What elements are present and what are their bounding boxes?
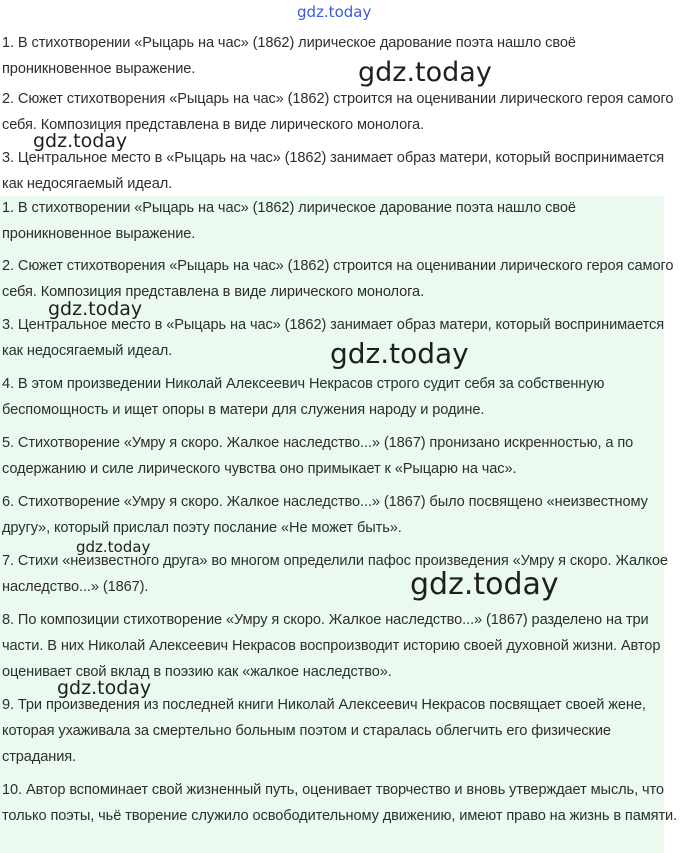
highlighted-paragraph-4: 4. В этом произведении Николай Алексеевич Некрасов строго судит себя за собственную беспомощность и ищет опоры в матери для служения народу и родине. xyxy=(2,376,605,418)
highlighted-paragraph-1: 1. В стихотворении «Рыцарь на час» (1862) лирическое дарование поэта нашло своё проникновенное выражение. xyxy=(2,200,576,242)
highlighted-paragraph-8: 8. По композиции стихотворение «Умру я скоро. Жалкое наследство...» (1867) разделено на три части. В них Николай Алексеевич Некрасов воспроизводит историю своей духовной жизни. Автор оценивает свой вклад в поэзию как «жалкое наследство». xyxy=(2,612,661,680)
paragraph-2: 2. Сюжет стихотворения «Рыцарь на час» (1862) строится на оценивании лирического героя самого себя. Композиция представлена в виде лирического монолога. xyxy=(2,91,674,133)
watermark: gdz.today xyxy=(76,538,151,556)
highlighted-paragraph-2: 2. Сюжет стихотворения «Рыцарь на час» (1862) строится на оценивании лирического героя самого себя. Композиция представлена в виде лирического монолога. xyxy=(2,258,674,300)
watermark: gdz.today xyxy=(358,57,492,88)
watermark-top: gdz.today xyxy=(297,3,372,21)
watermark: gdz.today xyxy=(410,567,559,602)
highlighted-paragraph-9: 9. Три произведения из последней книги Николай Алексеевич Некрасов посвящает своей жене, которая ухаживала за смертельно больным поэтом и старалась облегчить его физические страдания. xyxy=(2,697,646,765)
highlighted-paragraph-10: 10. Автор вспоминает свой жизненный путь, оценивает творчество и вновь утверждает мысль, что только поэты, чьё творение служило освободительному движению, имеют право на жизнь в памяти. xyxy=(2,782,678,824)
watermark: gdz.today xyxy=(33,130,128,152)
watermark: gdz.today xyxy=(330,337,469,370)
paragraph-1: 1. В стихотворении «Рыцарь на час» (1862) лирическое дарование поэта нашло своё проникновенное выражение. xyxy=(2,35,576,77)
paragraph-3: 3. Центральное место в «Рыцарь на час» (1862) занимает образ матери, который воспринимается как недосягаемый идеал. xyxy=(2,150,665,192)
highlighted-paragraph-3: 3. Центральное место в «Рыцарь на час» (1862) занимает образ матери, который воспринимается как недосягаемый идеал. xyxy=(2,317,665,359)
highlighted-paragraph-6: 6. Стихотворение «Умру я скоро. Жалкое наследство...» (1867) было посвящено «неизвестному другу», который прислал поэту послание «Не может быть». xyxy=(2,494,648,536)
highlighted-paragraph-5: 5. Стихотворение «Умру я скоро. Жалкое наследство...» (1867) пронизано искренностью, а по содержанию и силе лирического чувства оно примыкает к «Рыцарю на час». xyxy=(2,435,634,477)
highlighted-paragraph-7: 7. Стихи «неизвестного друга» во многом определили пафос произведения «Умру я скоро. Жалкое наследство...» (1867). xyxy=(2,553,668,595)
watermark: gdz.today xyxy=(57,677,152,699)
watermark: gdz.today xyxy=(48,298,143,320)
